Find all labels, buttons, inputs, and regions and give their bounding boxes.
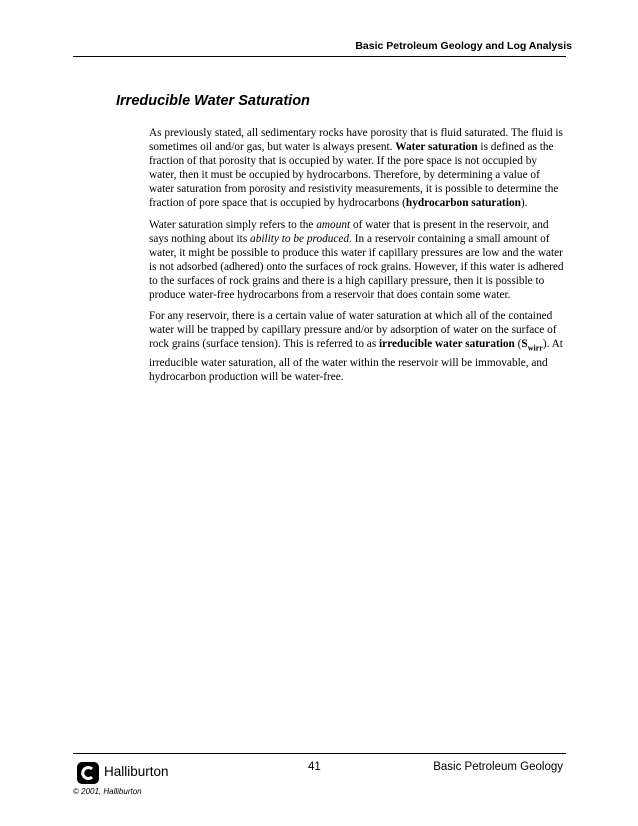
footer-company: Halliburton bbox=[104, 764, 169, 779]
page-number: 41 bbox=[308, 761, 321, 773]
p2-text-1: Water saturation simply refers to the bbox=[149, 218, 317, 231]
p3-sym: S bbox=[521, 338, 528, 351]
paragraph-3 bbox=[149, 309, 567, 384]
paragraph-2 bbox=[149, 218, 567, 303]
p2-italic-ability: ability to be produced bbox=[250, 232, 350, 245]
p1-text-1: As previously stated, all sedimentary rocks have porosity that is fluid saturated. The fluid is sometimes oil and/or gas, but water is always present. bbox=[149, 127, 563, 154]
p2-text-3: . In a reservoir containing a small amount of water, it might be possible to produce this water if capillary pressures are low and the water is not adsorbed (adhered) onto the surfaces of rock grains. However, if this water is adhered to the surfaces of rock grains and there is a high capillary pressure, then it is possible to produce water-free hydrocarbons from a reservoir that does contain some water. bbox=[149, 232, 564, 302]
header-title: Basic Petroleum Geology and Log Analysis bbox=[355, 40, 572, 52]
copyright: © 2001, Halliburton bbox=[73, 787, 142, 796]
body-text bbox=[149, 126, 567, 391]
p3-text-1: For any reservoir, there is a certain value of water saturation at which all of the contained water will be trapped by capillary pressure and/or by adsorption of water on the surface of rock grains (surface tension). This is referred to as bbox=[149, 310, 557, 351]
p3-sub: wirr bbox=[527, 343, 543, 353]
header-rule bbox=[73, 56, 566, 57]
p1-text-2: is defined as the fraction of that porosity that is occupied by water. If the pore space is not occupied by water, then it must be occupied by hydrocarbons. Therefore, by determining a value of water saturation from porosity and resistivity measurements, it is possible to determine the fraction of pore space that is occupied by hydrocarbons ( bbox=[149, 141, 559, 210]
p3-text-3: ). At irreducible water saturation, all of the water within the reservoir will be immovable, and hydrocarbon production will be water-free. bbox=[149, 338, 563, 383]
section-title: Irreducible Water Saturation bbox=[116, 93, 310, 109]
p3-text-2: ( bbox=[514, 338, 522, 351]
p2-text-2: of water that is present in the reservoir, and says nothing about its bbox=[149, 218, 549, 245]
p1-text-3: ). bbox=[520, 197, 528, 210]
footer-rule bbox=[73, 753, 566, 754]
p1-bold-water-saturation: Water saturation bbox=[395, 141, 478, 154]
halliburton-logo-icon bbox=[77, 762, 99, 784]
footer-right-title: Basic Petroleum Geology bbox=[433, 761, 563, 773]
p2-italic-amount: amount bbox=[316, 218, 351, 231]
p3-bold-irreducible: irreducible water saturation bbox=[379, 338, 515, 351]
p1-bold-hydrocarbon-saturation: hydrocarbon saturation bbox=[405, 197, 521, 210]
p3-swirr-symbol bbox=[521, 338, 543, 353]
paragraph-1 bbox=[149, 126, 567, 211]
